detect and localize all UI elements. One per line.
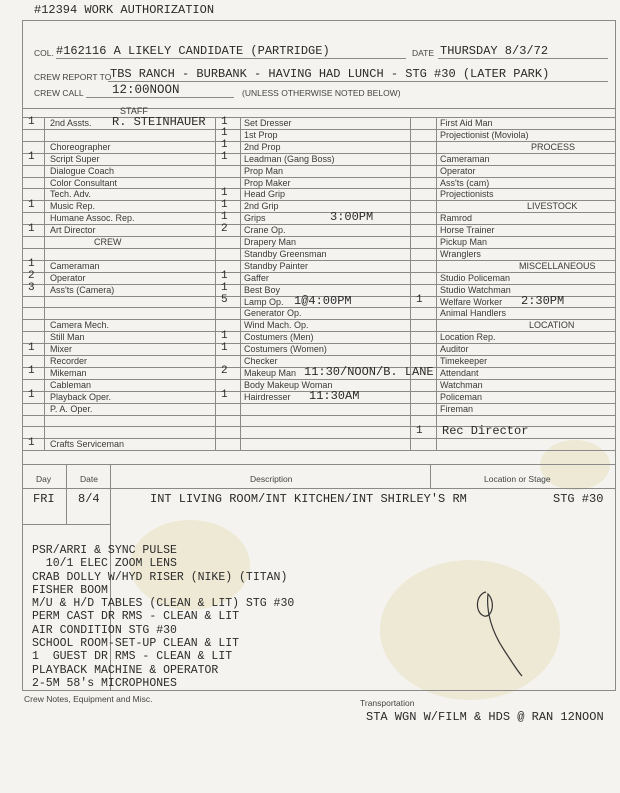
- col2-label: Prop Man: [244, 165, 284, 176]
- col2-count: 1: [221, 389, 228, 402]
- col2-count: 1: [221, 341, 228, 354]
- col3-note: 2:30PM: [521, 293, 565, 308]
- col2-label: 1st Prop: [244, 129, 278, 140]
- col2-label: Costumers (Men): [244, 332, 314, 343]
- col1-count: 1: [28, 258, 35, 271]
- col1-label: Cableman: [50, 379, 92, 390]
- grid-line: [22, 331, 615, 332]
- col2-label: Generator Op.: [244, 308, 302, 319]
- grid-line: [410, 117, 411, 450]
- col1-label: Tech. Adv.: [50, 189, 91, 200]
- schedule-description: INT LIVING ROOM/INT KITCHEN/INT SHIRLEY'S RM: [150, 492, 467, 506]
- col3-label: Policeman: [440, 391, 483, 402]
- date-label: DATE: [412, 48, 435, 58]
- schedule-header-date: Date: [80, 474, 98, 484]
- col1-count: 1: [28, 115, 35, 128]
- col3-label: Projectionist (Moviola): [440, 129, 529, 140]
- col2-count: 1: [221, 151, 228, 164]
- col2-label: Costumers (Women): [244, 344, 327, 355]
- equipment-item: 10/1 ELEC ZOOM LENS: [32, 557, 177, 571]
- col2-note: 11:30/NOON/B. LANE: [304, 364, 434, 379]
- col2-count: 1: [221, 282, 228, 295]
- col1-count: 3: [28, 282, 35, 295]
- col2-label: Standby Painter: [244, 260, 309, 271]
- col1-label: Ass'ts (Camera): [50, 284, 115, 295]
- col3-label: Studio Watchman: [440, 284, 511, 295]
- col3-label: Ass'ts (cam): [440, 177, 490, 188]
- crew-header: CREW: [94, 236, 122, 247]
- col3-label: First Aid Man: [440, 118, 493, 128]
- col3-section-header: LOCATION: [529, 320, 575, 331]
- crew-call-note: (UNLESS OTHERWISE NOTED BELOW): [242, 88, 401, 98]
- equipment-item: FISHER BOOM: [32, 583, 108, 597]
- col3-label: Attendant: [440, 367, 479, 378]
- col2-count: 1: [221, 127, 228, 140]
- col1-note: R. STEINHAUER: [112, 115, 206, 129]
- col2-label: Leadman (Gang Boss): [244, 153, 335, 164]
- col2-label: Lamp Op.: [244, 296, 284, 307]
- col3-label: Horse Trainer: [440, 225, 495, 236]
- schedule-day: FRI: [33, 492, 55, 506]
- col1-count: 2: [28, 270, 35, 283]
- col1-label: 2nd Assts.: [50, 118, 92, 128]
- equipment-item: PSR/ARRI & SYNC PULSE: [32, 544, 177, 557]
- col2-count: 1: [221, 115, 228, 128]
- col3-count: 1: [416, 294, 423, 306]
- equipment-item: 2-5M 58's MICROPHONES: [32, 676, 177, 690]
- col1-label: Recorder: [50, 356, 88, 366]
- col1-count: 1: [28, 365, 35, 378]
- grid-line: [22, 355, 615, 356]
- col2-label: Best Boy: [244, 284, 281, 295]
- col1-count: 1: [28, 341, 35, 354]
- grid-line: [44, 117, 45, 450]
- crew-report-label: CREW REPORT TO: [34, 72, 112, 82]
- col2-count: 1: [221, 329, 228, 342]
- col1-label: P. A. Oper.: [50, 403, 93, 414]
- transportation-value: STA WGN W/FILM & HDS @ RAN 12NOON: [366, 710, 604, 724]
- col2-label: 2nd Prop: [244, 141, 281, 152]
- col1-label: Playback Oper.: [50, 391, 112, 402]
- equipment-item: 1 GUEST DR RMS - CLEAN & LIT: [32, 650, 233, 664]
- grid-line: [436, 117, 437, 450]
- col2-label: Prop Maker: [244, 177, 291, 188]
- col1-label: Choreographer: [50, 141, 111, 152]
- grid-line: [22, 319, 615, 320]
- col1-count: 1: [28, 222, 35, 235]
- crew-call-label: CREW CALL: [34, 88, 84, 98]
- col1-label: Still Man: [50, 332, 85, 343]
- col2-label: Head Grip: [244, 189, 286, 200]
- equipment-item: PERM CAST DR RMS - CLEAN & LIT: [32, 610, 240, 624]
- col3-label: Ramrod: [440, 213, 473, 224]
- col3-label: Welfare Worker: [440, 296, 503, 307]
- col2-label: Makeup Man: [244, 367, 297, 378]
- equipment-item: M/U & H/D TABLES (CLEAN & LIT) STG #30: [32, 597, 295, 611]
- col2-count: 1: [221, 210, 228, 223]
- col1-count: 1: [28, 151, 35, 164]
- col1-label: Color Consultant: [50, 177, 118, 188]
- col1-label: Camera Mech.: [50, 320, 110, 331]
- col1-label: Operator: [50, 272, 86, 283]
- grid-line: [22, 141, 615, 142]
- handwritten-check-mark: [456, 572, 526, 682]
- equipment-item: PLAYBACK MACHINE & OPERATOR: [32, 663, 219, 677]
- col2-label: Wind Mach. Op.: [244, 320, 309, 331]
- col2-count: 2: [221, 365, 228, 378]
- col3-section-header: PROCESS: [531, 141, 576, 152]
- schedule-header-location: Location or Stage: [484, 474, 551, 484]
- col2-label: Grips: [244, 213, 266, 224]
- col2-count: 1: [221, 270, 228, 283]
- col1-label: Mikeman: [50, 367, 87, 378]
- col3-label: Studio Policeman: [440, 272, 511, 283]
- equipment-item: AIR CONDITION STG #30: [32, 623, 177, 637]
- col3-label: Fireman: [440, 403, 474, 414]
- col1-label: Dialogue Coach: [50, 165, 115, 176]
- col3-label: Timekeeper: [440, 356, 488, 366]
- col-label: COL.: [34, 48, 54, 58]
- grid-line: [22, 117, 615, 118]
- col2-label: Body Makeup Woman: [244, 379, 333, 390]
- authorization-number: #12394 WORK AUTHORIZATION: [34, 3, 215, 17]
- col1-count: 1: [28, 389, 35, 402]
- col2-label: Gaffer: [244, 272, 269, 283]
- grid-line: [22, 188, 615, 189]
- grid-line: [22, 272, 615, 273]
- col2-note: 11:30AM: [309, 388, 360, 403]
- col1-label: Script Super: [50, 153, 100, 164]
- col2-label: Drapery Man: [244, 237, 297, 247]
- col2-count: 2: [221, 222, 228, 235]
- col1-label: Music Rep.: [50, 201, 96, 212]
- col3-label: Auditor: [440, 344, 469, 355]
- col3-label: Cameraman: [440, 153, 490, 164]
- col1-label: Cameraman: [50, 260, 100, 271]
- grid-line: [22, 415, 615, 416]
- col2-count: 5: [221, 294, 228, 306]
- col3-label: Operator: [440, 165, 476, 176]
- col1-label: Mixer: [50, 344, 72, 355]
- grid-line: [22, 403, 615, 404]
- col3-section-header: MISCELLANEOUS: [519, 260, 596, 271]
- col2-count: 1: [221, 198, 228, 211]
- date-value: THURSDAY 8/3/72: [440, 44, 549, 58]
- col2-label: Crane Op.: [244, 225, 286, 236]
- col3-label: Watchman: [440, 379, 483, 390]
- grid-line: [22, 450, 615, 451]
- grid-line: [215, 117, 216, 450]
- schedule-header-description: Description: [250, 474, 293, 484]
- col1-label: Crafts Serviceman: [50, 439, 125, 450]
- col1-count: 1: [28, 436, 35, 449]
- col3-label: Location Rep.: [440, 332, 496, 343]
- col1-label: Art Director: [50, 225, 96, 236]
- col2-label: Hairdresser: [244, 391, 291, 402]
- grid-line: [22, 224, 615, 225]
- col3-section-header: LIVESTOCK: [527, 201, 578, 212]
- col3-label: Projectionists: [440, 189, 494, 200]
- col3-note: Rec Director: [442, 424, 529, 439]
- schedule-header-day: Day: [36, 474, 52, 484]
- crew-report-value: TBS RANCH - BURBANK - HAVING HAD LUNCH - STG #30 (LATER PARK): [110, 67, 550, 81]
- col1-count: 1: [28, 198, 35, 211]
- col2-count: 1: [221, 186, 228, 199]
- crew-call-value: 12:00NOON: [112, 83, 180, 97]
- grid-line: [22, 307, 615, 308]
- equipment-item: CRAB DOLLY W/HYD RISER (NIKE) (TITAN): [32, 570, 288, 584]
- schedule-location: STG #30: [553, 492, 604, 506]
- crew-notes-label: Crew Notes, Equipment and Misc.: [24, 694, 153, 704]
- col3-label: Wranglers: [440, 248, 481, 259]
- col2-label: Checker: [244, 356, 278, 366]
- col3-label: Animal Handlers: [440, 308, 507, 319]
- col3-label: Pickup Man: [440, 237, 488, 247]
- equipment-list: [32, 544, 294, 690]
- equipment-item: SCHOOL ROOM-SET-UP CLEAN & LIT: [32, 637, 240, 651]
- col1-label: Humane Assoc. Rep.: [50, 213, 135, 224]
- grid-line: [22, 117, 23, 450]
- col2-label: Set Dresser: [244, 118, 292, 128]
- staff-header: STAFF: [120, 106, 148, 116]
- col2-label: Standby Greensman: [244, 248, 327, 259]
- transportation-label: Transportation: [360, 698, 415, 708]
- grid-line: [240, 117, 241, 450]
- col2-note: 3:00PM: [330, 210, 374, 225]
- col2-count: 1: [221, 139, 228, 152]
- col-value: #162116 A LIKELY CANDIDATE (PARTRIDGE): [56, 44, 330, 58]
- col2-label: 2nd Grip: [244, 201, 279, 212]
- col3-count: 1: [416, 424, 423, 437]
- col2-note: 1@4:00PM: [294, 293, 352, 308]
- schedule-date: 8/4: [78, 492, 100, 506]
